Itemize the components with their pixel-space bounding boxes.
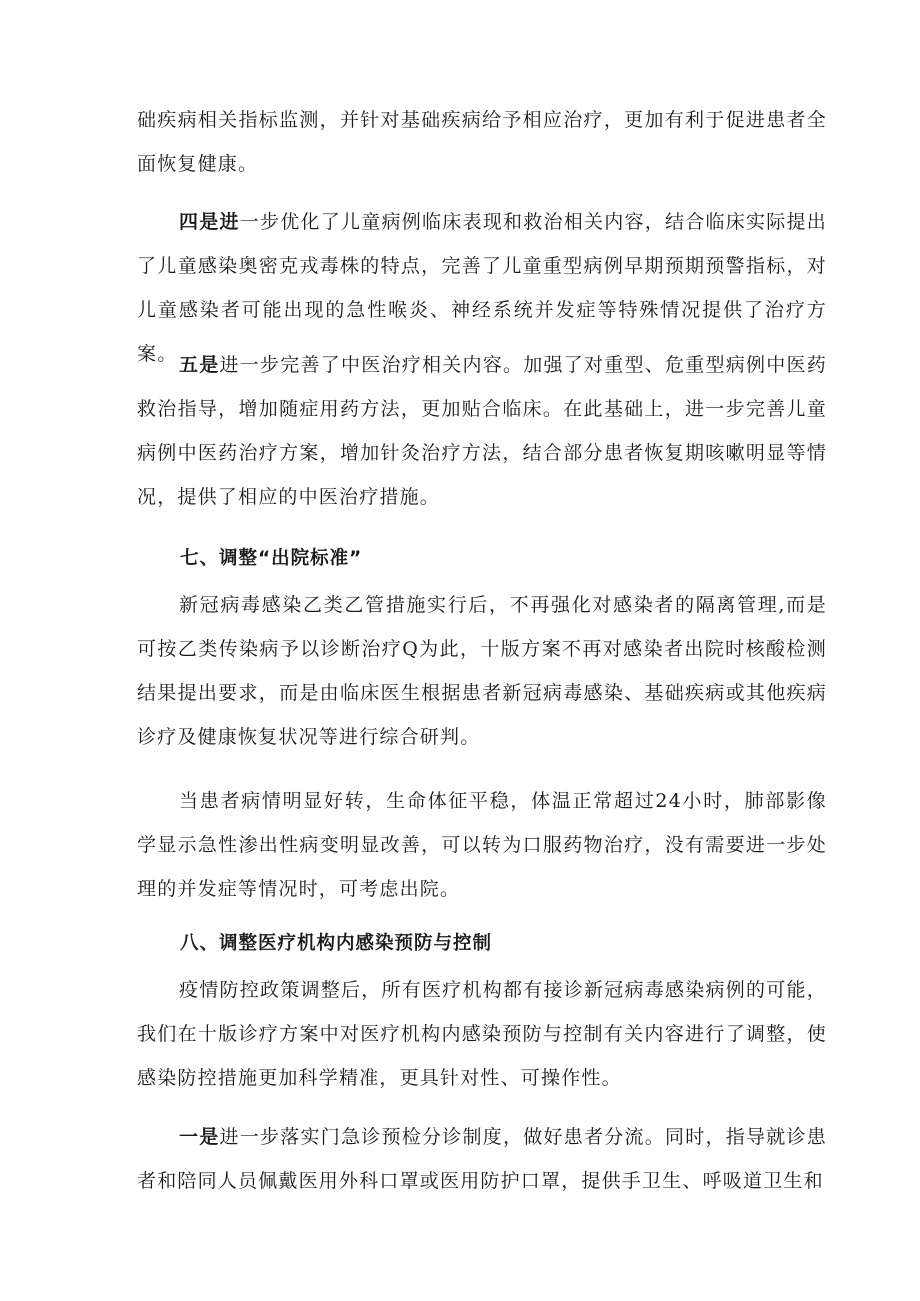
point-five-lead: 五是	[179, 354, 220, 376]
point-four-body: 一步优化了儿童病例临床表现和救治相关内容，结合临床实际提出了儿童感染奥密克戎毒株的特点，完善了儿童重型病例早期预期预警指标，对儿童感染者可能出现的急性喉炎、神经系统并发症等特殊情况提供了治疗方案。	[137, 211, 827, 365]
paragraph-continued: 础疾病相关指标监测，并针对基础疾病给予相应治疗，更加有利于促进患者全面恢复健康。	[137, 109, 827, 175]
paragraph-infection-control: 疫情防控政策调整后，所有医疗机构都有接诊新冠病毒感染病例的可能，我们在十版诊疗方案中对医疗机构内感染预防与控制有关内容进行了调整，使感染防控措施更加科学精准，更具针对性、可操作性。	[137, 979, 827, 1089]
paragraph-discharge-policy: 新冠病毒感染乙类乙管措施实行后，不再强化对感染者的隔离管理,而是可按乙类传染病予以诊断治疗Q为此，十版方案不再对感染者出院时核酸检测结果提出要求，而是由临床医生根据患者新冠病毒感染、基础疾病或其他疾病诊疗及健康恢复状况等进行综合研判。	[137, 594, 827, 748]
paragraph-point-five	[137, 343, 827, 519]
section-heading-seven: 七、调整“出院标准”	[180, 548, 363, 569]
point-five-body: 进一步完善了中医治疗相关内容。加强了对重型、危重型病例中医药救治指导，增加随症用药方法，更加贴合临床。在此基础上，进一步完善儿童病例中医药治疗方案，增加针灸治疗方法，结合部分患者恢复期咳嗽明显等情况，提供了相应的中医治疗措施。	[137, 354, 827, 508]
point-one-lead: 一是	[179, 1126, 220, 1148]
paragraph-point-one	[137, 1115, 827, 1203]
section-heading-eight: 八、调整医疗机构内感染预防与控制	[180, 933, 493, 954]
point-one-body: 进一步落实门急诊预检分诊制度，做好患者分流。同时，指导就诊患者和陪同人员佩戴医用外科口罩或医用防护口罩，提供手卫生、呼吸道卫生和	[137, 1126, 827, 1192]
point-four-lead: 四是进	[179, 211, 240, 233]
paragraph-discharge-criteria: 当患者病情明显好转，生命体征平稳，体温正常超过24小时，肺部影像学显示急性渗出性病变明显改善，可以转为口服药物治疗，没有需要进一步处理的并发症等情况时，可考虑出院。	[137, 790, 827, 900]
